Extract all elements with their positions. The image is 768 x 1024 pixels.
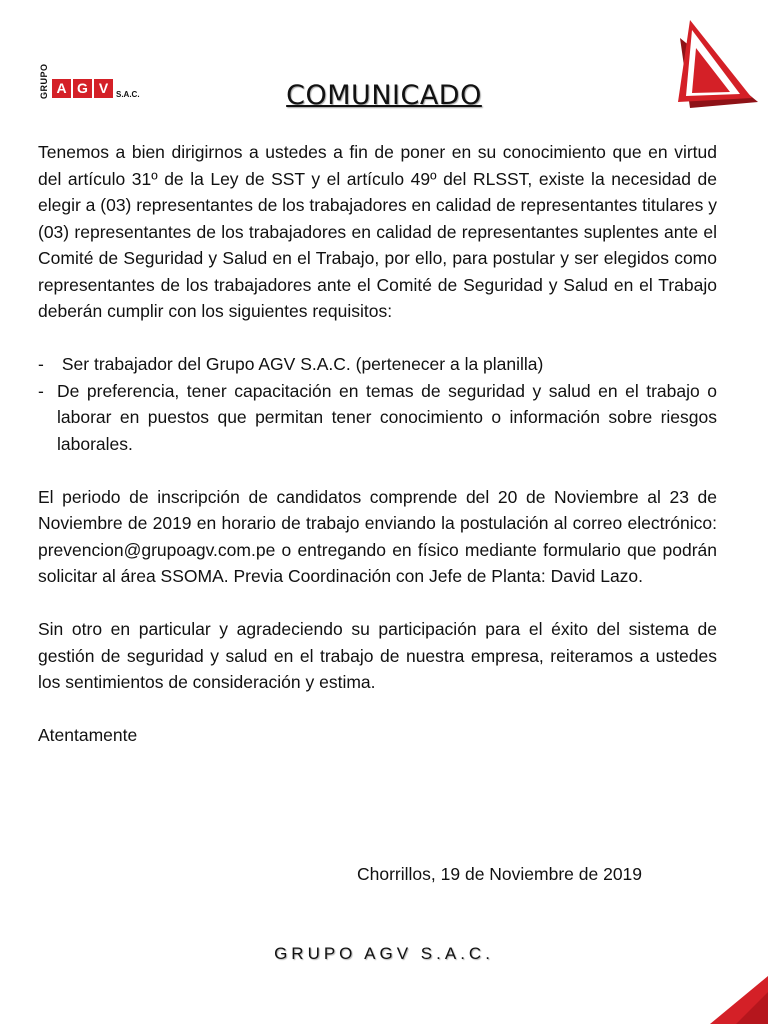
place-date: Chorrillos, 19 de Noviembre de 2019 xyxy=(357,864,643,884)
bullet-dash: - xyxy=(38,380,44,401)
logo-vertical-text: GRUPO xyxy=(39,63,49,99)
paragraph-gap xyxy=(38,325,717,352)
requirement-item xyxy=(38,351,717,378)
signature-company: GRUPO AGV S.A.C. xyxy=(274,944,494,963)
salutation: Atentamente xyxy=(38,725,138,745)
registration-paragraph: El periodo de inscripción de candidatos comprende del 20 de Noviembre al 23 de Noviembre de 2019 en horario de trabajo enviando la postulación al correo electrónico: prevencion@grupoagv.com.pe o entregando en físico mediante formulario que podrán solicitar al área SSOMA. Previa Coordinación con Jefe de Planta: David Lazo. xyxy=(38,486,717,586)
logo-letter-g: G xyxy=(73,79,92,98)
closing-paragraph: Sin otro en particular y agradeciendo su participación para el éxito del sistema de gestión de seguridad y salud en el trabajo de nuestra empresa, reiteramos a ustedes los sentimientos de consideración y estima. xyxy=(38,619,717,692)
bullet-dash: - xyxy=(38,354,44,374)
logo-letter-v: V xyxy=(94,79,113,98)
corner-triangle-decor-bottom xyxy=(710,976,768,1024)
paragraph-gap xyxy=(38,457,717,484)
paragraph-gap xyxy=(38,696,717,723)
document-title: COMUNICADO xyxy=(286,80,482,111)
requirement-item xyxy=(38,378,717,458)
requirement-text: De preferencia, tener capacitación en temas de seguridad y salud en el trabajo o laborar en puestos que permitan tener conocimiento o información sobre riesgos laborales. xyxy=(57,380,717,454)
requirement-text: Ser trabajador del Grupo AGV S.A.C. (pertenecer a la planilla) xyxy=(57,354,544,374)
intro-paragraph: Tenemos a bien dirigirnos a ustedes a fin de poner en su conocimiento que en virtud del artículo 31º de la Ley de SST y el artículo 49º del RLSST, existe la necesidad de elegir a (03) representantes de los trabajadores en calidad de representantes titulares y (03) representantes de los trabajadores en calidad de representantes suplentes ante el Comité de Seguridad y Salud en el Trabajo, por ello, para postular y ser elegidos como representantes de los trabajadores ante el Comité de Seguridad y Salud en el Trabajo deberán cumplir con los siguientes requisitos: xyxy=(38,142,718,321)
paragraph-gap xyxy=(38,590,717,617)
logo-letter-a: A xyxy=(52,79,71,98)
logo-suffix: S.A.C. xyxy=(116,90,140,99)
document-body xyxy=(38,139,717,749)
